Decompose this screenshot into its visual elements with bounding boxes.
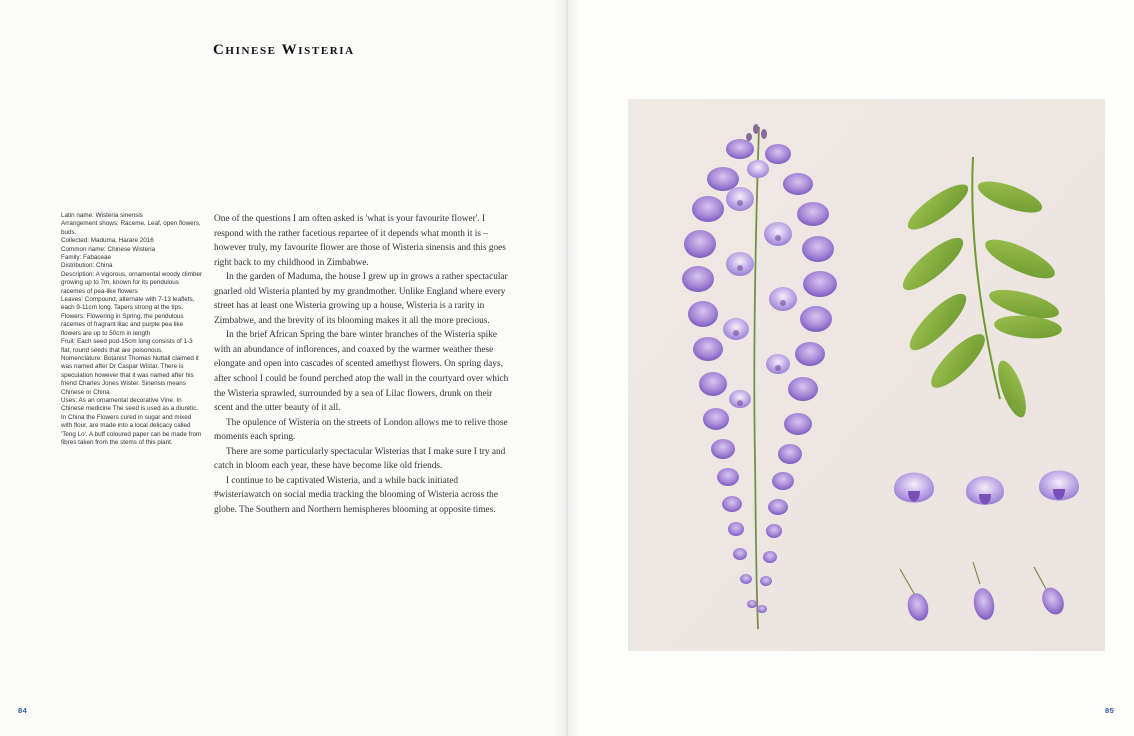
essay-body bbox=[214, 212, 510, 517]
paragraph: In the brief African Spring the bare winter branches of the Wisteria spike with an abundance of inflorences, and coaxed by the warmer weather these elongate and open into cascades of scented amethyst flowers. On spring days, after school I could be found perched atop the wall in the courtyard over which the Wisteria sprawled, surrounded by a sea of Lilac flowers, drunk on their scent and the utter beauty of it all. bbox=[214, 330, 509, 414]
fact-distribution: Distribution: China bbox=[61, 262, 113, 270]
fact-collected: Collected: Maduma, Harare 2016 bbox=[61, 237, 154, 245]
photo-background bbox=[628, 99, 1105, 651]
fact-description: Description: A vigorous, ornamental woody climber growing up to 7m, known for its pendulous racemes of pea-like flowers bbox=[61, 270, 203, 295]
fact-fruit: Fruit: Each seed pod-15cm long consists of 1-3 flat, round seeds that are poisonous. bbox=[61, 338, 193, 354]
plant-facts-sidebar bbox=[61, 212, 203, 447]
fact-family: Family: Fabaceae bbox=[61, 254, 112, 262]
book-gutter bbox=[553, 0, 581, 736]
fact-uses: Uses: As an ornamental decorative Vine. In Chinese medicine The seed is used as a diuretic. In China the Flowers cured in sugar and mixed with flour, are made into a local delicacy called 'Teng Lo'. A buff coloured paper can be made from fibres taken from the stems of this plant. bbox=[61, 396, 202, 446]
page-title: Chinese Wisteria bbox=[213, 42, 355, 58]
paragraph: There are some particularly spectacular Wisterias that I make sure I try and catch in bloom each year, these have become like old friends. bbox=[214, 446, 506, 472]
fact-nomenclature: Nomenclature: Botanist Thomas Nuttall claimed it was named after Dr Caspar Wistar. There is speculation however that it was named after his friend Charles Jones Wister. Sinensis means Chinese or China bbox=[61, 354, 199, 396]
paragraph: The opulence of Wisteria on the streets of London allows me to relive those moments each spring. bbox=[214, 417, 508, 443]
page-number-left: 84 bbox=[18, 706, 28, 715]
paragraph: In the garden of Maduma, the house I grew up in grows a rather spectacular gnarled old Wisteria planted by my grandmother. Unlike England where every street has at least one Wisteria growing up a house, Wisteria is a rarity in Zimbabwe, and the brevity of its blooming makes it all the more precious. bbox=[214, 272, 508, 326]
paragraph: One of the questions I am often asked is 'what is your favourite flower'. I respond with the rather facetious repartee of it depends what month it is – however truly, my favourite flower are those of Wisteria sinensis and this goes right back to my childhood in Zimbabwe. bbox=[214, 214, 506, 268]
paragraph: I continue to be captivated Wisteria, and a while back initiated #wisteriawatch on social media tracking the blooming of Wisteria across the globe. The Southern and Northern hemispheres blooming at opposite times. bbox=[214, 475, 498, 515]
page-number-right: 85 bbox=[1105, 706, 1115, 715]
fact-flowers: Flowers: Flowering in Spring, the pendulous racemes of fragrant lilac and purple pea like flowers are up to 50cm in length bbox=[61, 312, 184, 337]
fact-arrangement: Arrangement shows: Raceme, Leaf, open flowers, buds. bbox=[61, 220, 201, 236]
wisteria-photo bbox=[628, 99, 1105, 651]
fact-leaves: Leaves: Compound, alternate with 7-13 leaflets, each 9-11cm long. Tapers strong at the tips. bbox=[61, 296, 195, 312]
fact-common-name: Common name: Chinese Wisteria bbox=[61, 245, 156, 253]
fact-latin-name: Latin name: Wisteria sinensis bbox=[61, 212, 143, 219]
